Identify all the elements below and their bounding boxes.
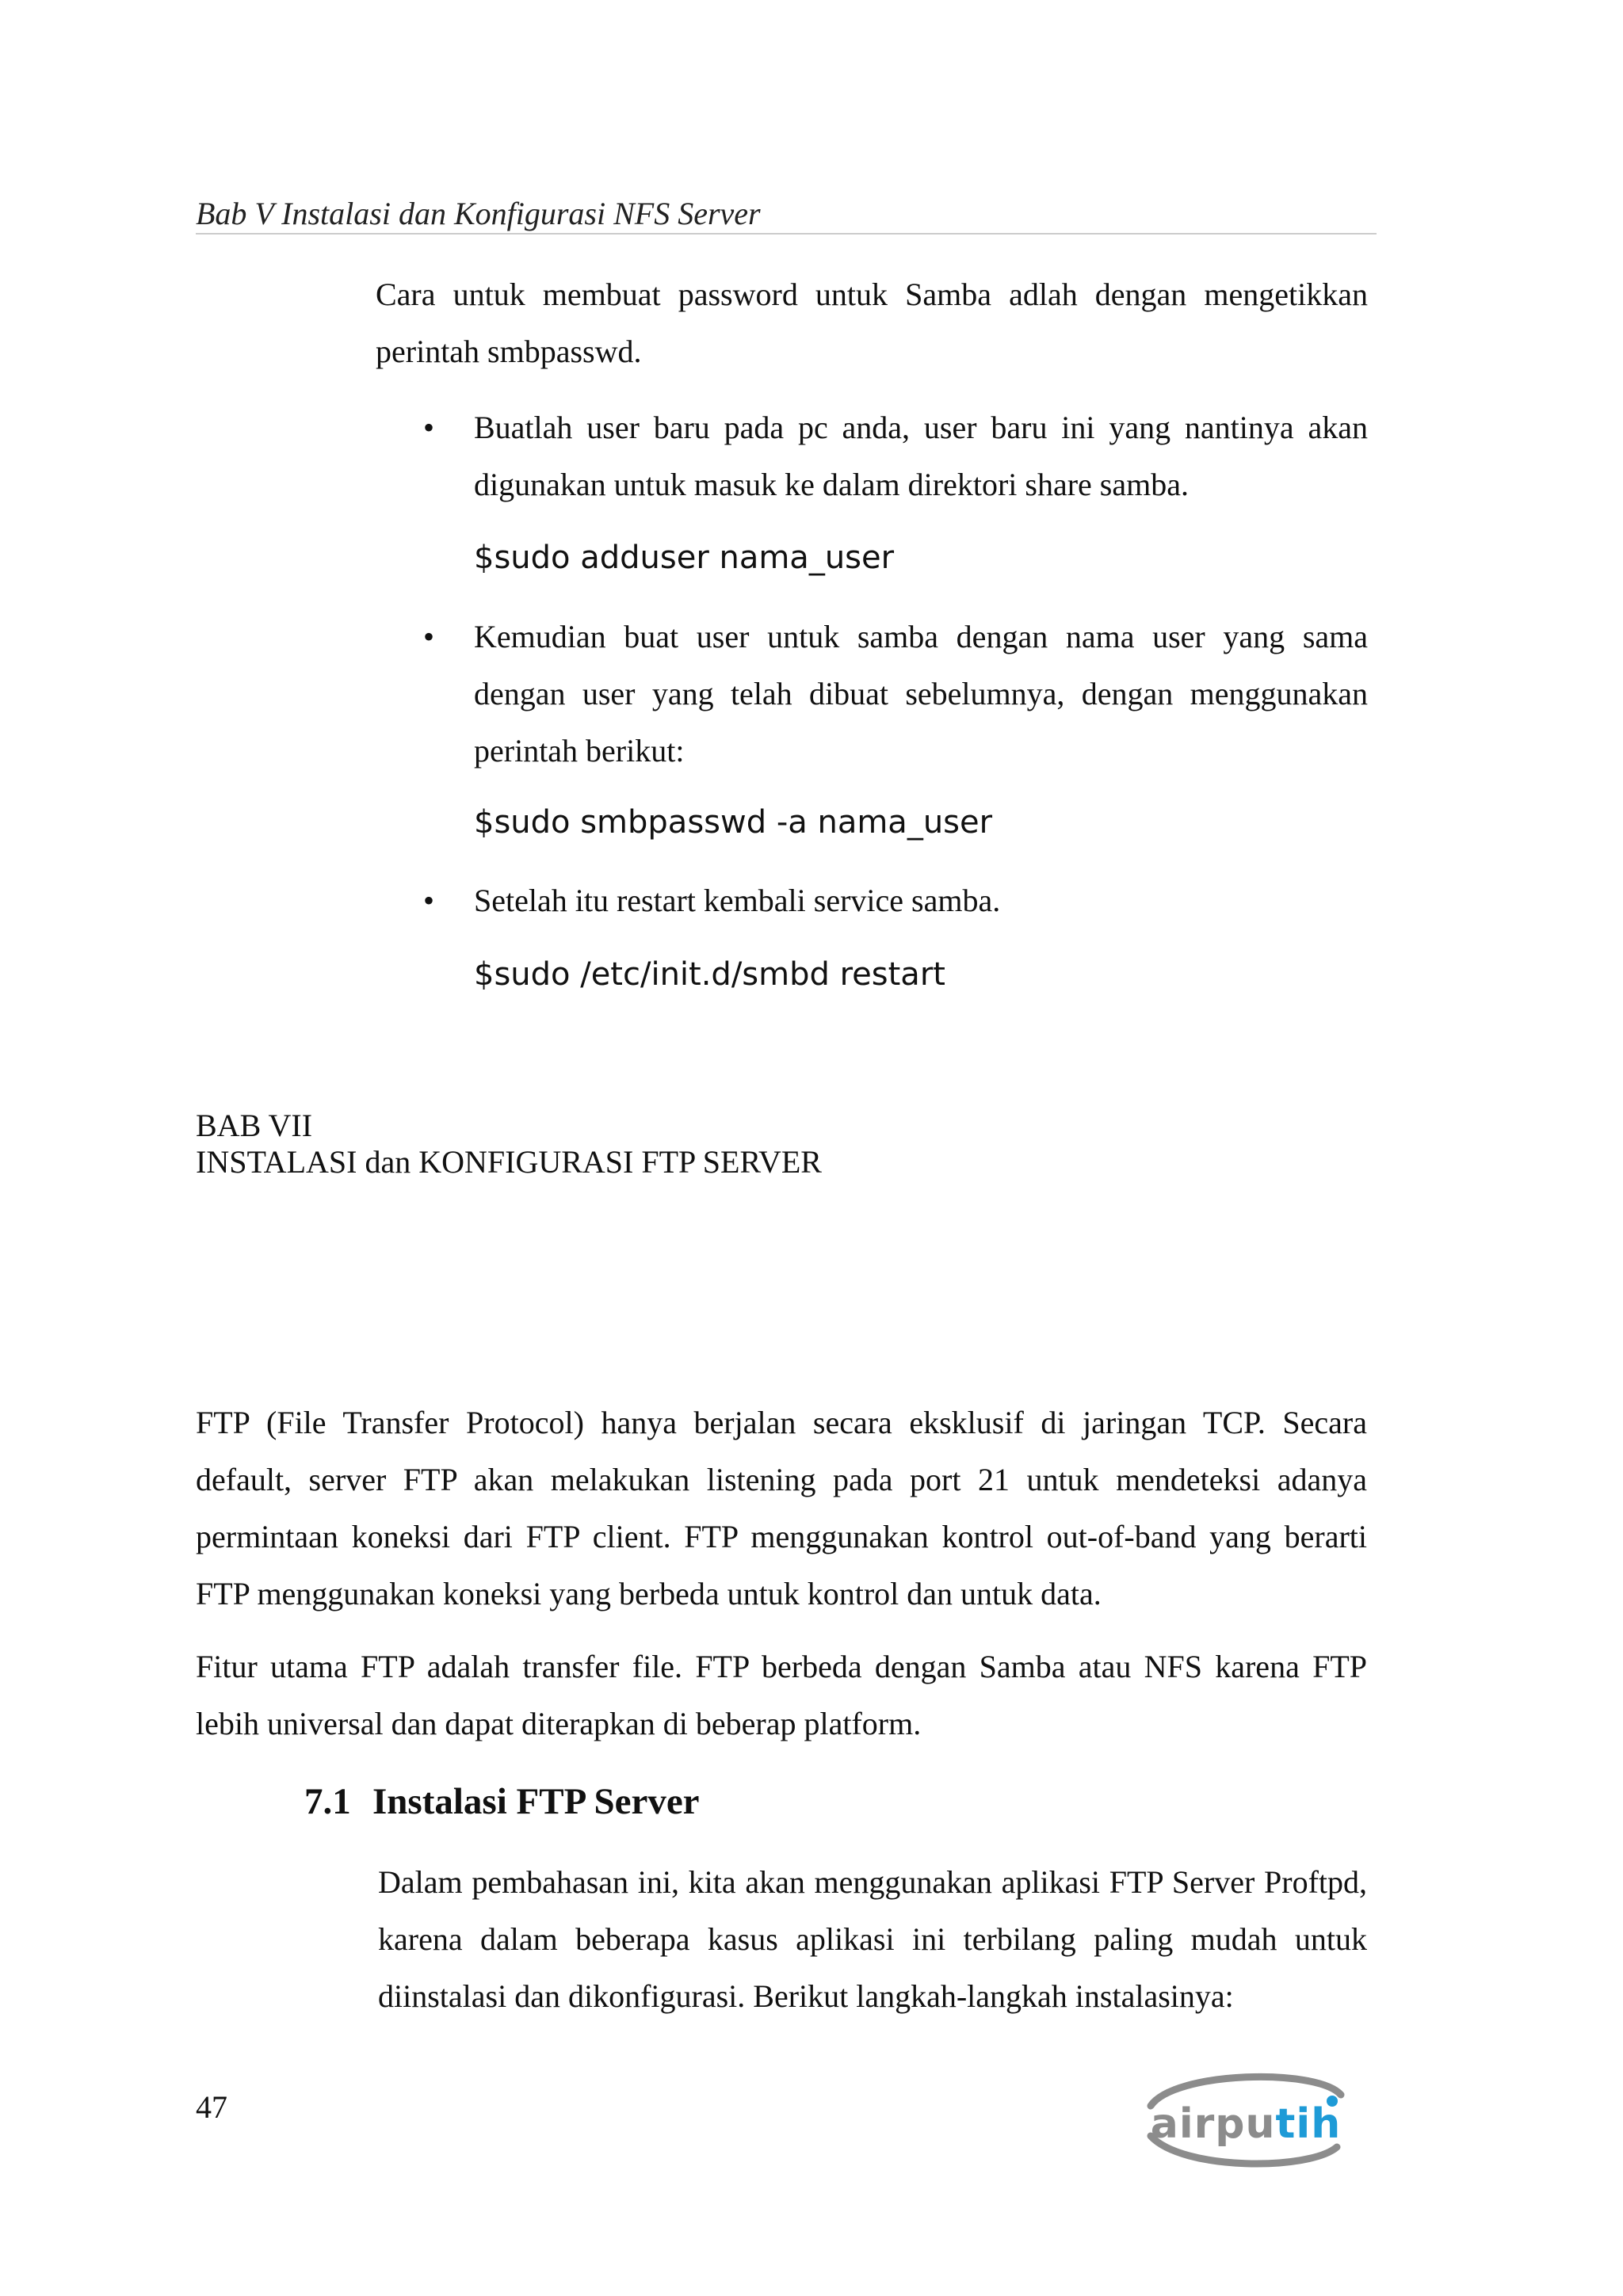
logo-wordmark-tih: tih — [1275, 2100, 1342, 2148]
chapter-title: INSTALASI dan KONFIGURASI FTP SERVER — [196, 1144, 822, 1180]
samba-step-2-text: Kemudian buat user untuk samba dengan nama user yang sama dengan user yang telah dibuat sebelumnya, dengan menggunakan perintah berikut: — [474, 619, 1368, 769]
samba-step-1-text: Buatlah user baru pada pc anda, user baru ini yang nantinya akan digunakan untuk masuk ke dalam direktori share samba. — [474, 410, 1368, 502]
page-number: 47 — [196, 2089, 227, 2125]
ftp-paragraph-2: Fitur utama FTP adalah transfer file. FTP berbeda dengan Samba atau NFS karena FTP lebih universal dan dapat diterapkan di beberap platform. — [196, 1649, 1367, 1741]
samba-step-2-command: $sudo smbpasswd -a nama_user — [474, 804, 993, 841]
samba-step-3-text: Setelah itu restart kembali service samba. — [474, 883, 1001, 918]
section-7-1-number: 7.1 — [304, 1781, 351, 1822]
samba-intro-paragraph: Cara untuk membuat password untuk Samba adlah dengan mengetikkan perintah smbpasswd. — [376, 277, 1368, 369]
header-rule — [196, 233, 1377, 235]
bullet-marker: • — [423, 410, 435, 445]
airputih-logo — [1119, 2060, 1373, 2179]
logo-wordmark — [1151, 2100, 1342, 2148]
samba-step-3-command: $sudo /etc/init.d/smbd restart — [474, 956, 945, 993]
section-7-1-paragraph: Dalam pembahasan ini, kita akan menggunakan aplikasi FTP Server Proftpd, karena dalam beberapa kasus aplikasi ini terbilang paling mudah untuk diinstalasi dan dikonfigurasi. Berikut langkah-langkah instalasinya: — [378, 1864, 1367, 2014]
ftp-paragraph-1: FTP (File Transfer Protocol) hanya berjalan secara eksklusif di jaringan TCP. Secara default, server FTP akan melakukan listening pada port 21 untuk mendeteksi adanya permintaan koneksi dari FTP client. FTP menggunakan kontrol out-of-band yang berarti FTP menggunakan koneksi yang berbeda untuk kontrol dan untuk data. — [196, 1405, 1367, 1611]
bullet-marker: • — [423, 619, 435, 654]
chapter-number: BAB VII — [196, 1108, 313, 1143]
logo-wordmark-air: air — [1150, 2100, 1216, 2148]
bullet-marker: • — [423, 883, 435, 918]
logo-wordmark-pu: pu — [1215, 2100, 1276, 2148]
running-header-title: Bab V Instalasi dan Konfigurasi NFS Server — [196, 196, 761, 231]
samba-step-1-command: $sudo adduser nama_user — [474, 540, 895, 576]
section-7-1-title: Instalasi FTP Server — [372, 1781, 700, 1822]
